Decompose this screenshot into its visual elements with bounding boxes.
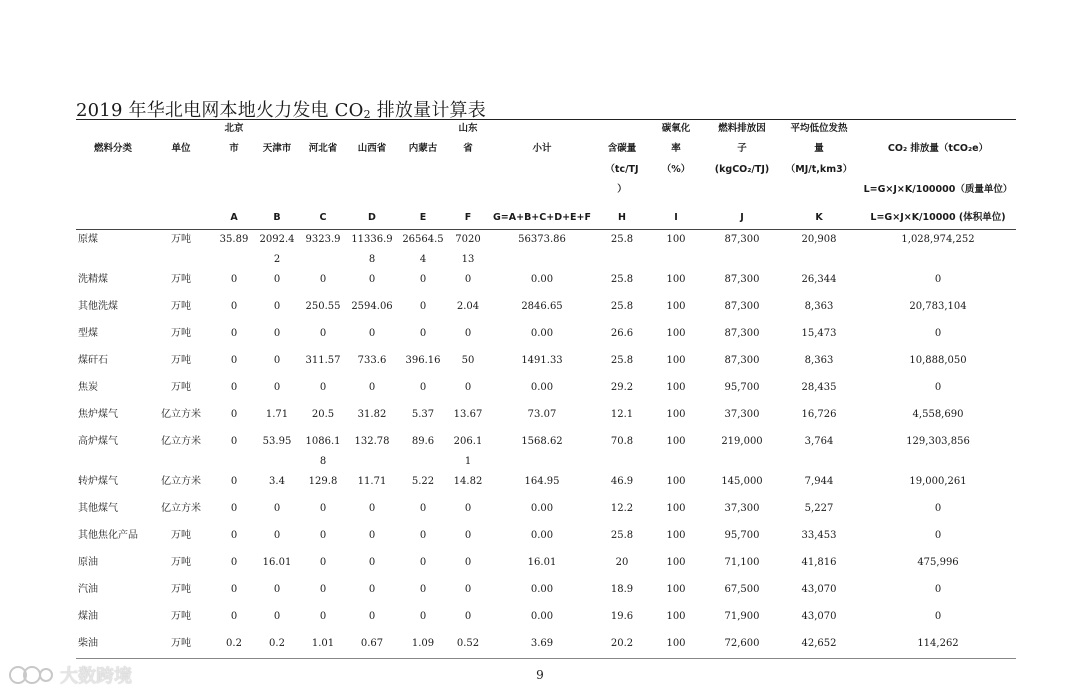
column-code: B — [273, 212, 281, 223]
table-cell: 0 — [368, 557, 376, 568]
table-cell: 100 — [666, 476, 686, 487]
table-cell: 100 — [666, 382, 686, 393]
table-cell: 0 — [464, 274, 472, 285]
table-cell: 67,500 — [724, 584, 760, 595]
table-cell-wrap: 2 — [273, 254, 281, 265]
table-cell: 亿立方米 — [161, 503, 201, 514]
table-cell: 0 — [273, 503, 281, 514]
table-cell: 19.6 — [610, 611, 634, 622]
table-cell: 50 — [461, 355, 475, 366]
table-cell: 4,558,690 — [912, 409, 964, 420]
table-cell: 0.00 — [530, 584, 554, 595]
table-cell: 95,700 — [724, 530, 760, 541]
header-fuel: 燃料分类 — [93, 143, 132, 154]
table-cell: 0 — [273, 274, 281, 285]
table-cell-wrap: 1 — [464, 456, 472, 467]
table-cell: 0 — [230, 436, 238, 447]
table-cell: 0 — [230, 611, 238, 622]
table-cell: 29.2 — [610, 382, 634, 393]
table-cell: 3.4 — [269, 476, 285, 487]
table-cell: 万吨 — [171, 234, 191, 245]
table-cell: 0 — [230, 382, 238, 393]
header-oxidation-rate: （%） — [661, 164, 691, 175]
table-cell: 14.82 — [453, 476, 483, 487]
table-cell: 2092.4 — [259, 234, 295, 245]
table-cell: 31.82 — [357, 409, 387, 420]
column-code: D — [368, 212, 376, 223]
row-fuel-name: 焦炭 — [78, 382, 98, 393]
table-cell: 311.57 — [305, 355, 341, 366]
table-cell: 0 — [319, 382, 327, 393]
table-cell: 129.8 — [308, 476, 338, 487]
table-cell: 3,764 — [804, 436, 834, 447]
table-cell: 0 — [368, 611, 376, 622]
table-cell: 0 — [368, 503, 376, 514]
table-cell: 100 — [666, 557, 686, 568]
table-cell: 0 — [419, 557, 427, 568]
table-cell: 0 — [464, 611, 472, 622]
table-title: 2019 年华北电网本地火力发电 CO2 排放量计算表 — [76, 100, 486, 121]
header-emission-factor: 子 — [737, 143, 747, 154]
table-cell: 0.00 — [530, 382, 554, 393]
table-cell: 0 — [934, 584, 942, 595]
table-cell: 100 — [666, 301, 686, 312]
header-shanxi: 山西省 — [357, 143, 387, 154]
table-cell: 37,300 — [724, 503, 760, 514]
table-cell: 70.8 — [610, 436, 634, 447]
row-fuel-name: 原油 — [78, 557, 98, 568]
table-cell: 0 — [319, 503, 327, 514]
table-cell: 0.52 — [456, 638, 480, 649]
table-cell: 0 — [230, 557, 238, 568]
table-cell: 7020 — [455, 234, 481, 245]
table-cell: 12.1 — [610, 409, 634, 420]
table-cell: 100 — [666, 274, 686, 285]
header-beijing: 北京 — [224, 123, 244, 134]
table-cell: 0 — [934, 274, 942, 285]
table-cell: 0 — [934, 382, 942, 393]
table-cell: 250.55 — [305, 301, 341, 312]
table-cell: 43,070 — [801, 611, 837, 622]
table-cell: 0 — [319, 584, 327, 595]
table-cell: 0 — [419, 274, 427, 285]
table-cell: 28,435 — [801, 382, 837, 393]
table-cell: 13.67 — [453, 409, 483, 420]
table-cell: 87,300 — [724, 328, 760, 339]
table-cell: 5.22 — [411, 476, 435, 487]
header-neimenggu: 内蒙古 — [408, 143, 438, 154]
row-fuel-name: 柴油 — [78, 638, 98, 649]
table-cell: 0 — [934, 503, 942, 514]
header-hebei: 河北省 — [308, 143, 338, 154]
header-oxidation-rate: 率 — [671, 143, 681, 154]
table-cell: 25.8 — [610, 301, 634, 312]
table-cell: 7,944 — [804, 476, 834, 487]
table-cell: 0 — [230, 355, 238, 366]
table-cell: 1.71 — [265, 409, 289, 420]
table-cell: 26.6 — [610, 328, 634, 339]
table-cell: 1.01 — [311, 638, 335, 649]
page-number: 9 — [536, 668, 544, 682]
table-cell: 20 — [615, 557, 629, 568]
table-cell: 1,028,974,252 — [901, 234, 975, 245]
table-cell: 132.78 — [354, 436, 390, 447]
table-cell: 100 — [666, 355, 686, 366]
table-cell: 25.8 — [610, 530, 634, 541]
table-cell: 万吨 — [171, 584, 191, 595]
column-code: I — [674, 212, 678, 223]
table-cell: 100 — [666, 611, 686, 622]
table-cell: 87,300 — [724, 274, 760, 285]
table-cell: 164.95 — [524, 476, 560, 487]
table-cell: 0.67 — [360, 638, 384, 649]
table-cell: 0 — [419, 382, 427, 393]
table-cell: 73.07 — [527, 409, 557, 420]
table-cell: 0 — [230, 530, 238, 541]
table-cell: 56373.86 — [518, 234, 566, 245]
table-cell: 0 — [230, 476, 238, 487]
column-code: F — [464, 212, 472, 223]
table-cell: 0 — [273, 355, 281, 366]
table-cell: 733.6 — [357, 355, 387, 366]
table-cell: 20.5 — [311, 409, 335, 420]
table-cell: 95,700 — [724, 382, 760, 393]
table-cell: 0 — [419, 328, 427, 339]
table-cell: 72,600 — [724, 638, 760, 649]
table-cell: 5,227 — [804, 503, 834, 514]
table-cell: 71,100 — [724, 557, 760, 568]
row-fuel-name: 煤油 — [78, 611, 98, 622]
table-cell: 0 — [464, 530, 472, 541]
row-fuel-name: 焦炉煤气 — [78, 409, 118, 420]
header-heat-value: 平均低位发热 — [790, 123, 848, 134]
table-cell: 0 — [230, 409, 238, 420]
table-cell: 25.8 — [610, 274, 634, 285]
table-cell: 16.01 — [262, 557, 292, 568]
table-cell: 18.9 — [610, 584, 634, 595]
watermark-logo-icon — [8, 662, 54, 688]
header-carbon-content: ） — [617, 184, 627, 195]
table-cell: 53.95 — [262, 436, 292, 447]
header-carbon-content: （tc/TJ — [605, 164, 639, 175]
table-cell: 2.04 — [456, 301, 480, 312]
table-cell: 万吨 — [171, 611, 191, 622]
header-emission-factor: (kgCO₂/TJ) — [714, 164, 770, 175]
row-fuel-name: 煤矸石 — [78, 355, 108, 366]
header-shandong: 山东 — [458, 123, 478, 134]
column-code: J — [740, 212, 744, 223]
table-cell: 37,300 — [724, 409, 760, 420]
table-cell: 11.71 — [357, 476, 387, 487]
table-cell: 0 — [273, 301, 281, 312]
table-cell: 114,262 — [917, 638, 959, 649]
row-fuel-name: 转炉煤气 — [78, 476, 118, 487]
table-cell: 0 — [368, 274, 376, 285]
table-cell: 71,900 — [724, 611, 760, 622]
table-cell: 0.00 — [530, 611, 554, 622]
table-cell: 2594.06 — [351, 301, 393, 312]
table-cell: 100 — [666, 503, 686, 514]
table-cell: 0 — [319, 328, 327, 339]
table-cell: 万吨 — [171, 355, 191, 366]
table-cell: 12.2 — [610, 503, 634, 514]
table-cell: 0 — [273, 584, 281, 595]
table-cell: 万吨 — [171, 530, 191, 541]
table-cell: 万吨 — [171, 382, 191, 393]
table-cell: 46.9 — [610, 476, 634, 487]
header-unit: 单位 — [171, 143, 191, 154]
header-carbon-content: 含碳量 — [607, 143, 637, 154]
table-cell: 0 — [419, 584, 427, 595]
row-fuel-name: 型煤 — [78, 328, 98, 339]
table-cell: 0 — [368, 530, 376, 541]
watermark-text: 大数跨境 — [60, 666, 132, 687]
table-cell: 0.00 — [530, 274, 554, 285]
table-cell-wrap: 13 — [461, 254, 475, 265]
table-cell: 0 — [319, 530, 327, 541]
table-cell: 0 — [934, 328, 942, 339]
table-cell: 2846.65 — [521, 301, 563, 312]
table-cell: 万吨 — [171, 638, 191, 649]
table-cell: 9323.9 — [305, 234, 341, 245]
table-cell: 亿立方米 — [161, 476, 201, 487]
table-cell: 33,453 — [801, 530, 837, 541]
table-cell: 0 — [230, 274, 238, 285]
table-cell: 0 — [368, 584, 376, 595]
table-cell: 亿立方米 — [161, 409, 201, 420]
table-cell: 8,363 — [804, 355, 834, 366]
table-cell: 87,300 — [724, 355, 760, 366]
table-cell: 万吨 — [171, 557, 191, 568]
header-heat-value: 量 — [814, 143, 824, 154]
table-cell: 0 — [464, 503, 472, 514]
table-cell: 26564.5 — [402, 234, 444, 245]
table-cell: 16.01 — [527, 557, 557, 568]
header-subtotal: 小计 — [532, 143, 552, 154]
table-cell: 1491.33 — [521, 355, 563, 366]
header-emission-factor: 燃料排放因 — [718, 123, 766, 134]
header-co2-mass-formula: L=G×J×K/100000（质量单位） — [863, 184, 1013, 195]
table-cell: 145,000 — [721, 476, 763, 487]
table-cell: 0 — [230, 584, 238, 595]
table-cell: 1.09 — [411, 638, 435, 649]
table-cell: 42,652 — [801, 638, 837, 649]
table-cell: 20,908 — [801, 234, 837, 245]
table-cell: 8,363 — [804, 301, 834, 312]
column-code: K — [815, 212, 823, 223]
table-cell: 43,070 — [801, 584, 837, 595]
header-co2: CO₂ 排放量（tCO₂e） — [887, 143, 989, 154]
table-cell: 0 — [419, 530, 427, 541]
table-cell: 206.1 — [453, 436, 483, 447]
table-cell: 0 — [934, 530, 942, 541]
table-cell-wrap: 4 — [419, 254, 427, 265]
table-cell: 16,726 — [801, 409, 837, 420]
table-cell: 0 — [419, 611, 427, 622]
column-code: G=A+B+C+D+E+F — [493, 212, 591, 223]
table-cell: 万吨 — [171, 301, 191, 312]
table-cell: 129,303,856 — [906, 436, 970, 447]
table-cell: 15,473 — [801, 328, 837, 339]
table-cell: 35.89 — [219, 234, 249, 245]
header-heat-value: （MJ/t,km3） — [785, 164, 853, 175]
table-cell: 100 — [666, 638, 686, 649]
row-fuel-name: 其他焦化产品 — [78, 530, 138, 541]
table-cell: 0.00 — [530, 503, 554, 514]
row-fuel-name: 汽油 — [78, 584, 98, 595]
table-cell: 0 — [419, 503, 427, 514]
header-co2-volume-formula: L=G×J×K/10000 (体积单位) — [870, 212, 1006, 223]
table-cell: 1568.62 — [521, 436, 563, 447]
table-cell: 0.2 — [226, 638, 242, 649]
table-cell: 0 — [273, 611, 281, 622]
table-cell: 0 — [419, 301, 427, 312]
table-cell: 87,300 — [724, 301, 760, 312]
row-fuel-name: 其他煤气 — [78, 503, 118, 514]
column-code: H — [618, 212, 626, 223]
table-cell: 100 — [666, 234, 686, 245]
table-cell: 0 — [230, 301, 238, 312]
table-cell: 0 — [230, 328, 238, 339]
table-cell: 0 — [464, 557, 472, 568]
table-cell: 0 — [273, 328, 281, 339]
row-fuel-name: 其他洗煤 — [78, 301, 118, 312]
header-beijing: 市 — [229, 143, 239, 154]
table-cell: 475,996 — [917, 557, 959, 568]
header-tianjin: 天津市 — [262, 143, 292, 154]
table-cell: 20.2 — [610, 638, 634, 649]
table-cell: 0 — [464, 328, 472, 339]
table-cell: 100 — [666, 328, 686, 339]
table-cell: 219,000 — [721, 436, 763, 447]
table-cell: 100 — [666, 584, 686, 595]
table-cell: 10,888,050 — [909, 355, 967, 366]
row-fuel-name: 高炉煤气 — [78, 436, 118, 447]
column-code: C — [319, 212, 327, 223]
table-cell: 25.8 — [610, 234, 634, 245]
header-oxidation-rate: 碳氧化 — [661, 123, 691, 134]
table-cell: 26,344 — [801, 274, 837, 285]
table-cell: 0 — [273, 530, 281, 541]
table-cell: 0 — [319, 611, 327, 622]
table-cell: 0.2 — [269, 638, 285, 649]
header-shandong: 省 — [463, 143, 473, 154]
table-cell: 19,000,261 — [909, 476, 967, 487]
table-cell: 0.00 — [530, 530, 554, 541]
table-cell: 亿立方米 — [161, 436, 201, 447]
row-fuel-name: 洗精煤 — [78, 274, 108, 285]
table-cell: 396.16 — [405, 355, 441, 366]
table-cell: 0 — [934, 611, 942, 622]
table-cell-wrap: 8 — [319, 456, 327, 467]
table-cell: 0 — [319, 274, 327, 285]
table-cell: 89.6 — [411, 436, 435, 447]
table-cell: 0 — [273, 382, 281, 393]
table-cell: 100 — [666, 530, 686, 541]
table-cell: 0 — [319, 557, 327, 568]
table-cell: 3.69 — [530, 638, 554, 649]
table-cell: 11336.9 — [351, 234, 393, 245]
table-cell: 5.37 — [411, 409, 435, 420]
table-cell: 0.00 — [530, 328, 554, 339]
row-fuel-name: 原煤 — [78, 234, 98, 245]
table-cell: 1086.1 — [305, 436, 341, 447]
table-cell: 87,300 — [724, 234, 760, 245]
table-cell: 100 — [666, 436, 686, 447]
table-cell: 41,816 — [801, 557, 837, 568]
table-cell: 0 — [464, 382, 472, 393]
bottom-rule — [76, 658, 1016, 659]
table-cell: 万吨 — [171, 328, 191, 339]
table-cell-wrap: 8 — [368, 254, 376, 265]
table-cell: 25.8 — [610, 355, 634, 366]
table-cell: 0 — [368, 328, 376, 339]
table-cell: 0 — [464, 584, 472, 595]
table-cell: 20,783,104 — [909, 301, 967, 312]
table-cell: 0 — [368, 382, 376, 393]
column-code: A — [230, 212, 238, 223]
table-cell: 100 — [666, 409, 686, 420]
table-cell: 0 — [230, 503, 238, 514]
watermark — [8, 662, 132, 688]
column-code: E — [419, 212, 427, 223]
table-cell: 万吨 — [171, 274, 191, 285]
